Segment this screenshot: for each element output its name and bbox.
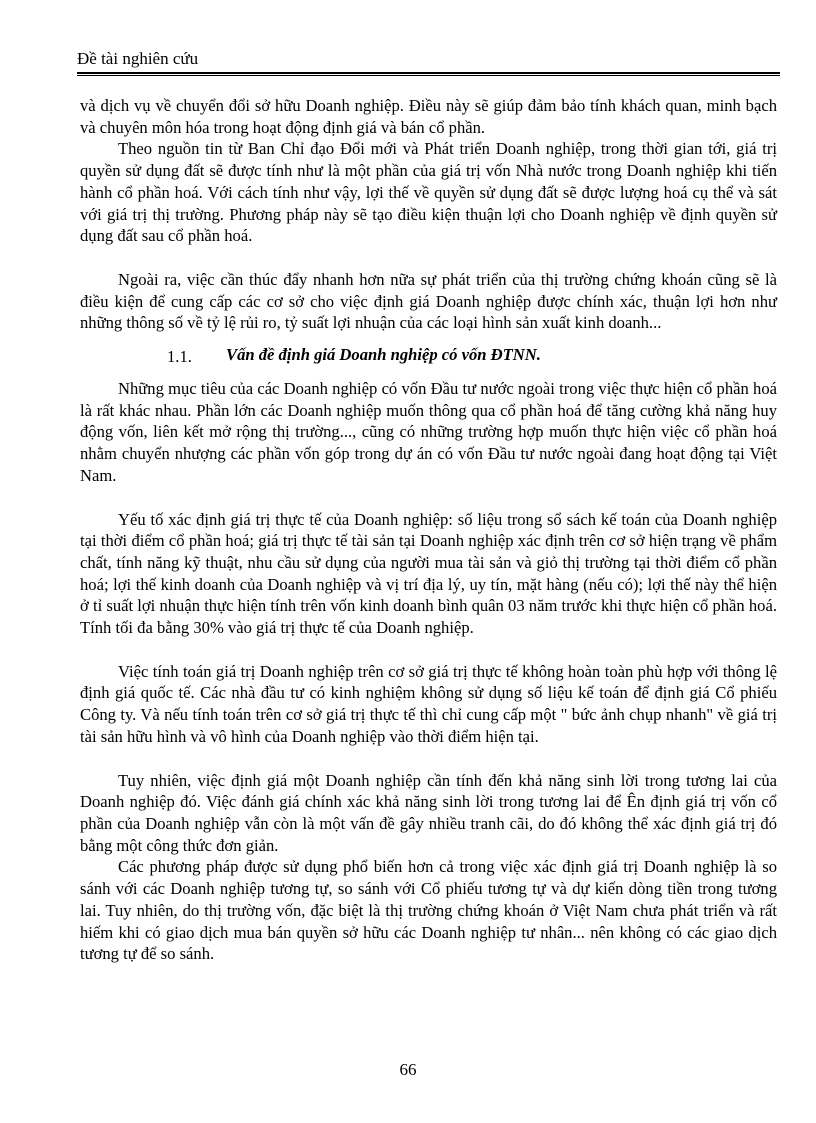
page-number: 66 [399,1060,417,1079]
paragraph-common-methods: Các phương pháp được sử dụng phổ biến hơn cả trong việc xác định giá trị Doanh nghiệp là so sánh với các Doanh nghiệp tương tự, so sánh với Cổ phiếu tương tự và dự kiến dòng tiền trong tương lai. Tuy nhiên, do thị trường vốn, đặc biệt là thị trường chứng khoán ở Việt Nam chưa phát triển và rất hiếm khi có giao dịch mua bán quyền sở hữu các Doanh nghiệp tư nhân... nên không có các giao dịch tương tự để so sánh. [80,857,777,964]
paragraph-fdi-objectives: Những mục tiêu của các Doanh nghiệp có vốn Đầu tư nước ngoài trong việc thực hiện cổ phần hoá là rất khác nhau. Phần lớn các Doanh nghiệp muốn thông qua cổ phần hoá để tăng cường khả năng huy động vốn, liên kết mở rộng thị trường..., cũng có những trường hợp muốn thực hiện việc cổ phần hoá nhằm chuyển nhượng các phần vốn góp trong dự án có vốn Đầu tư nước ngoài đang hoạt động tại Việt Nam. [80,379,777,485]
paragraph-future-profitability: Tuy nhiên, việc định giá một Doanh nghiệp cần tính đến khả năng sinh lời trong tương lai của Doanh nghiệp đó. Việc đánh giá chính xác khả năng sinh lời trong tương lai để Ên định giá trị vốn cổ phần của Doanh nghiệp vẫn còn là một vấn đề gây nhiều tranh cãi, do đó không thể xác định giá trị đó bằng một công thức đơn giản. [80,770,777,855]
page-header-title: Đề tài nghiên cứu [77,49,199,68]
paragraph-international-practice: Việc tính toán giá trị Doanh nghiệp trên cơ sở giá trị thực tế không hoàn toàn phù hợp với thông lệ định giá quốc tế. Các nhà đầu tư có kinh nghiệm không sử dụng số liệu kế toán để định giá Cổ phiếu Công ty. Và nếu tính toán trên cơ sở giá trị thực tế thì chỉ cung cấp một " bức ảnh chụp nhanh" về giá trị tài sản hữu hình và vô hình của Doanh nghiệp vào thời điểm hiện tại. [80,661,777,746]
header-rule-thick [77,72,780,74]
paragraph-stock-market: Ngoài ra, việc cần thúc đẩy nhanh hơn nữa sự phát triển của thị trường chứng khoán cũng sẽ là điều kiện để cung cấp các cơ sở cho việc định giá Doanh nghiệp được chính xác, thuận lợi hơn như những thông số về tỷ lệ rủi ro, tỷ suất lợi nhuận của các loại hình sản xuất kinh doanh... [80,269,777,333]
paragraph-land-use-rights: Theo nguồn tin từ Ban Chỉ đạo Đổi mới và Phát triển Doanh nghiệp, trong thời gian tới, giá trị quyền sử dụng đất sẽ được tính như là một phần của giá trị vốn Nhà nước trong Doanh nghiệp khi tiến hành cổ phần hoá. Với cách tính như vậy, lợi thế về quyền sử dụng đất sẽ được lượng hoá cụ thể và sát với giá trị thị trường. Phương pháp này sẽ tạo điều kiện thuận lợi cho Doanh nghiệp về định quyền sử dụng đất sau cổ phần hoá. [80,139,777,246]
document-body [80,95,777,965]
header-rule-thin [77,75,780,76]
section-number: 1.1. [167,347,192,367]
section-heading [80,344,777,368]
paragraph-continuation: và dịch vụ về chuyển đổi sở hữu Doanh nghiệp. Điều này sẽ giúp đảm bảo tính khách quan, minh bạch và chuyên môn hóa trong hoạt động định giá và bán cổ phần. [80,96,777,137]
section-title: Vấn đề định giá Doanh nghiệp có vốn ĐTNN. [226,345,541,365]
paragraph-valuation-factors: Yếu tố xác định giá trị thực tế của Doanh nghiệp: số liệu trong sổ sách kế toán của Doanh nghiệp tại thời điểm cổ phần hoá; giá trị thực tế tài sản tại Doanh nghiệp xác định trên cơ sở hiện trạng về phẩm chất, tính năng kỹ thuật, nhu cầu sử dụng của người mua tài sản và giỏ thị trường tại thời điểm cổ phần hoá; lợi thế kinh doanh của Doanh nghiệp và vị trí địa lý, uy tín, mặt hàng (nếu có); lợi thế này thể hiện ở tỉ suất lợi nhuận thực hiện tính trên vốn kinh doanh bình quân 03 năm trước khi thực hiện cổ phần hoá. Tính tối đa bằng 30% vào giá trị thực tế của Doanh nghiệp. [80,509,777,638]
